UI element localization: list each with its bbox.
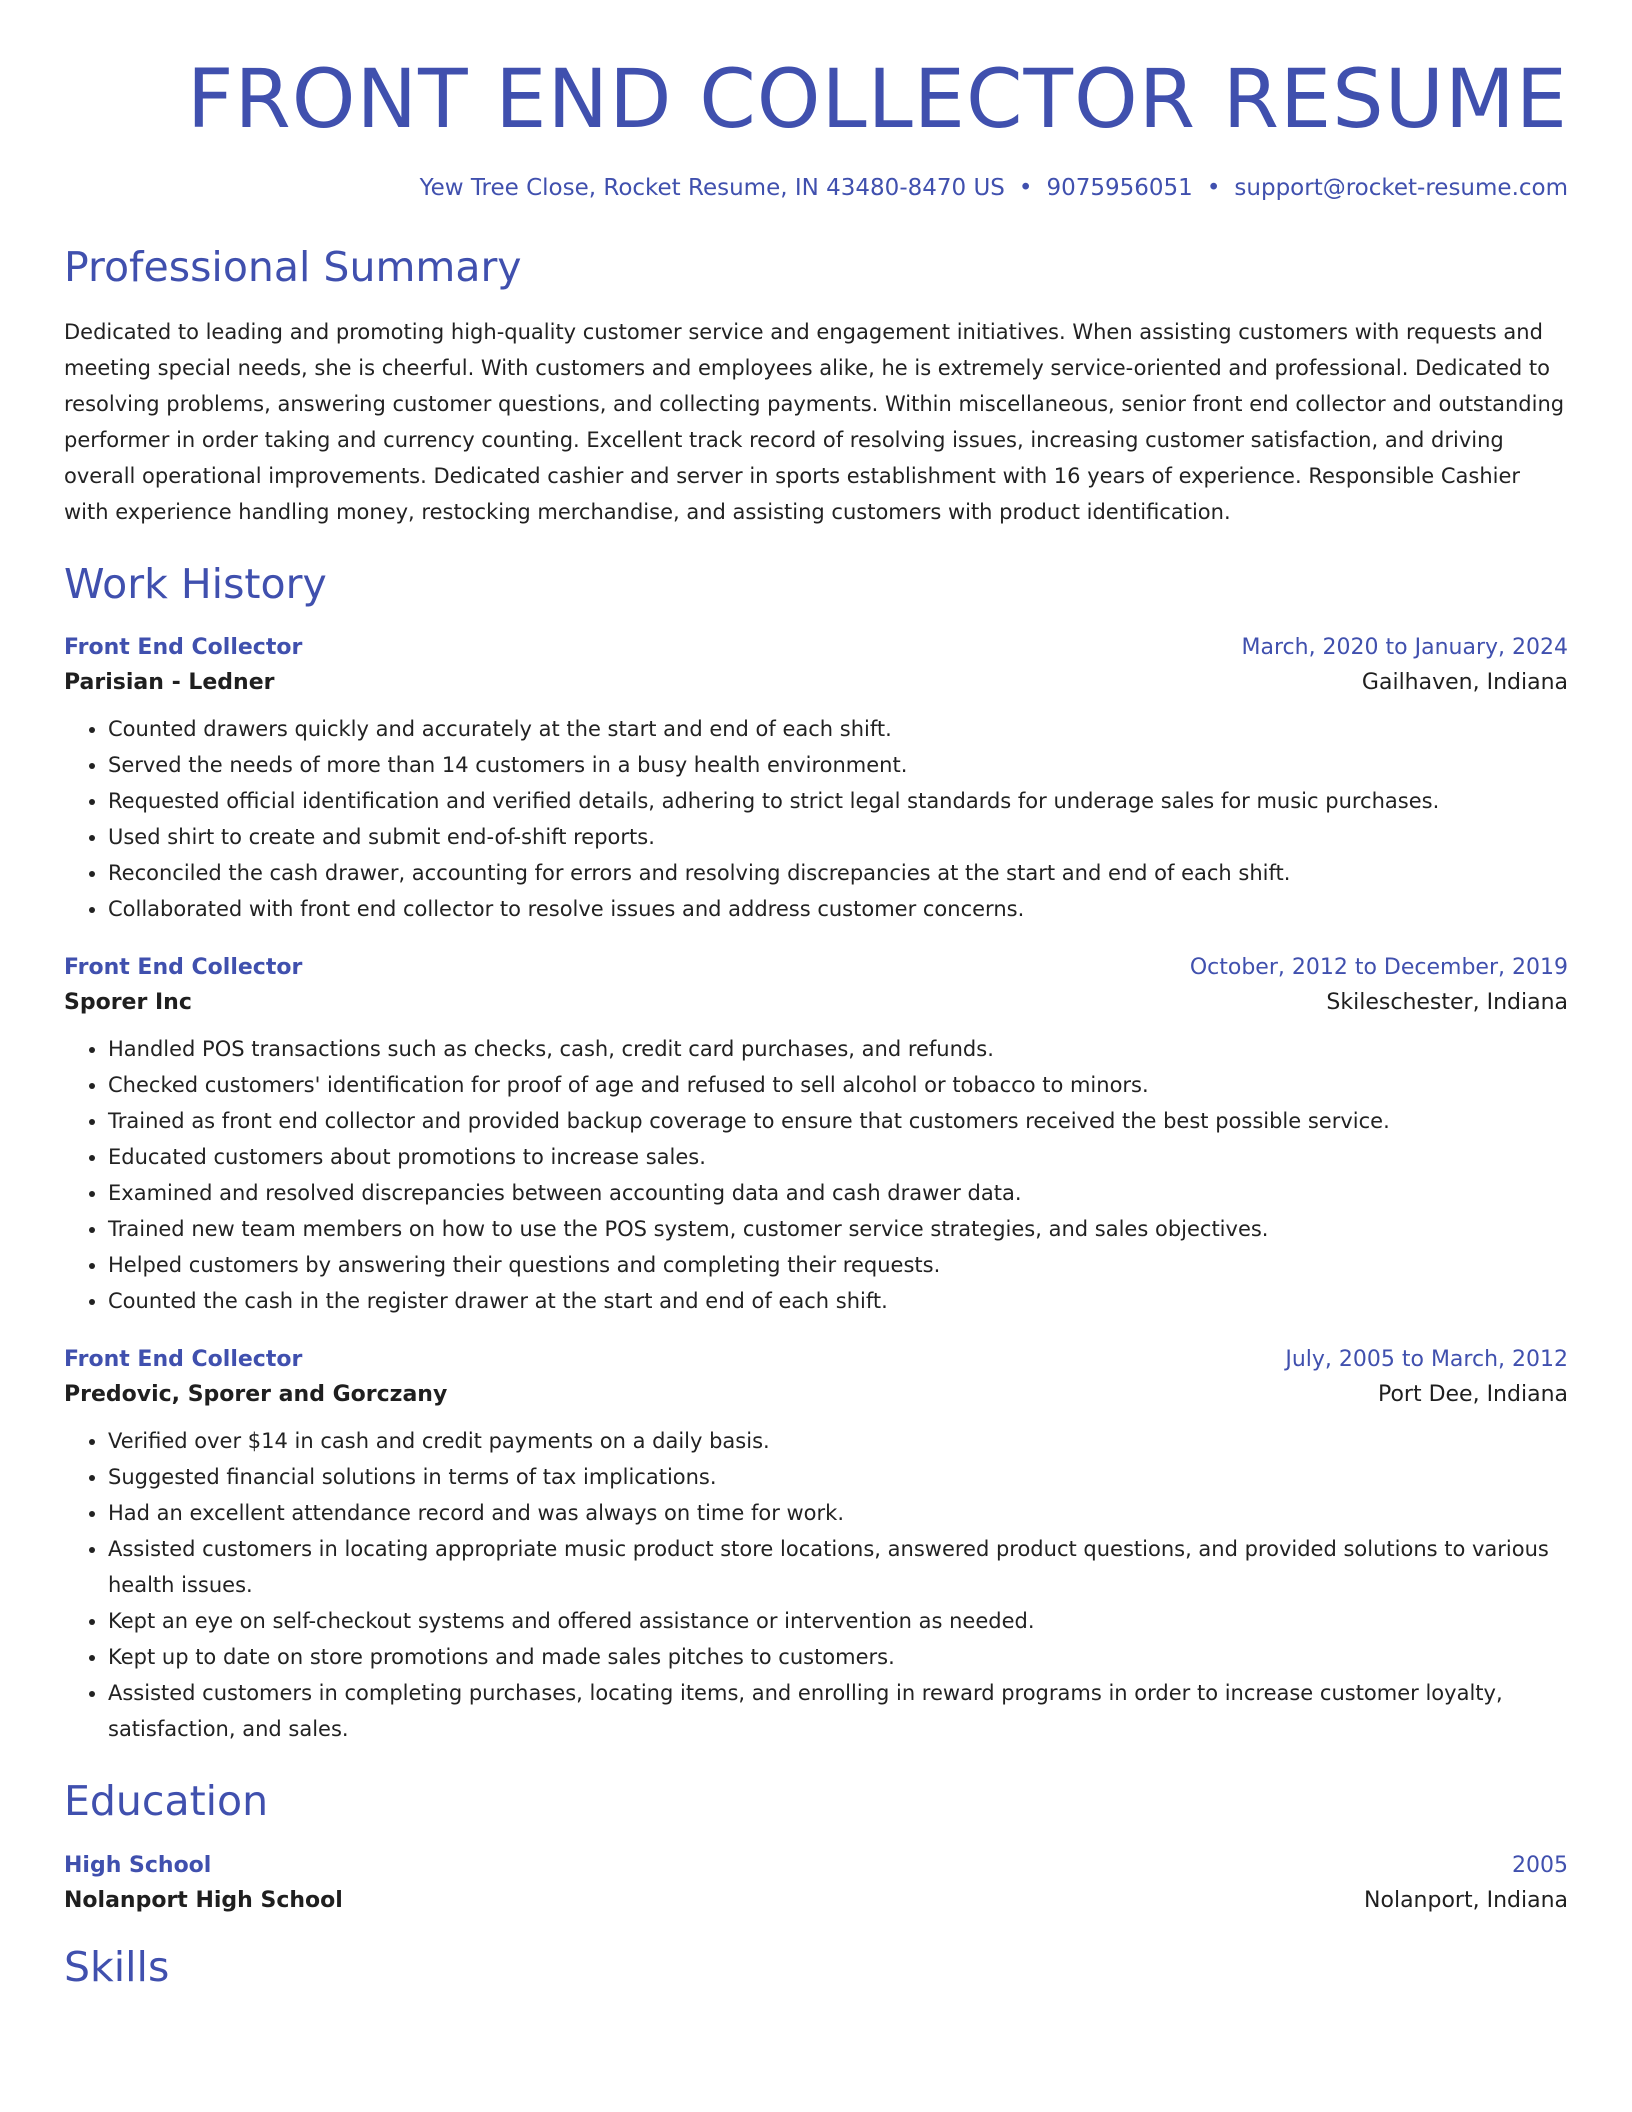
job-company: Parisian - Ledner	[64, 670, 275, 696]
job-bullet: • Helped customers by answering their questions and completing their requests.	[108, 1247, 1568, 1283]
job-location: Skileschester, Indiana	[1326, 990, 1568, 1016]
job-entry	[64, 955, 1568, 1319]
job-bullet: • Verified over $14 in cash and credit payments on a daily basis.	[108, 1423, 1568, 1459]
job-title: Front End Collector	[64, 1347, 303, 1373]
contact-email: support@rocket-resume.com	[1234, 175, 1568, 202]
resume-title: FRONT END COLLECTOR RESUME	[186, 53, 1568, 147]
job-bullet: • Trained as front end collector and provided backup coverage to ensure that customers received the best possible service.	[108, 1103, 1568, 1139]
job-title: Front End Collector	[64, 955, 303, 981]
job-dates: March, 2020 to January, 2024	[1241, 635, 1568, 661]
job-bullet: • Served the needs of more than 14 customers in a busy health environment.	[108, 747, 1568, 783]
job-bullet: • Assisted customers in locating appropriate music product store locations, answered product questions, and provided solutions to various health issues.	[108, 1531, 1568, 1603]
job-bullet: • Handled POS transactions such as checks, cash, credit card purchases, and refunds.	[108, 1031, 1568, 1067]
contact-line	[64, 175, 1568, 201]
job-title: Front End Collector	[64, 635, 303, 661]
contact-separator: •	[1018, 175, 1033, 202]
job-location: Port Dee, Indiana	[1377, 1382, 1568, 1408]
contact-address: Yew Tree Close, Rocket Resume, IN 43480-8470 US	[419, 175, 1005, 202]
job-bullets	[64, 1423, 1568, 1747]
skills-heading: Skills	[64, 1942, 170, 1991]
job-bullet: • Trained new team members on how to use the POS system, customer service strategies, and sales objectives.	[108, 1211, 1568, 1247]
job-dates: July, 2005 to March, 2012	[1285, 1347, 1568, 1373]
job-bullet: • Checked customers' identification for proof of age and refused to sell alcohol or tobacco to minors.	[108, 1067, 1568, 1103]
job-bullet: • Kept up to date on store promotions and made sales pitches to customers.	[108, 1639, 1568, 1675]
job-dates: October, 2012 to December, 2019	[1189, 955, 1568, 981]
job-bullet: • Used shirt to create and submit end-of-shift reports.	[108, 819, 1568, 855]
job-entry	[64, 1347, 1568, 1747]
job-bullet: • Examined and resolved discrepancies between accounting data and cash drawer data.	[108, 1175, 1568, 1211]
education-school: Nolanport High School	[64, 1887, 343, 1913]
job-bullet: • Counted drawers quickly and accurately at the start and end of each shift.	[108, 711, 1568, 747]
job-bullet: • Educated customers about promotions to increase sales.	[108, 1139, 1568, 1175]
job-entry	[64, 635, 1568, 927]
summary-text: Dedicated to leading and promoting high-quality customer service and engagement initiatives. When assisting customers with requests and meeting special needs, she is cheerful. With customers and employees alike, he is extremely service-oriented and professional. Dedicated to resolving problems, answering customer questions, and collecting payments. Within miscellaneous, senior front end collector and outstanding performer in order taking and currency counting. Excellent track record of resolving issues, increasing customer satisfaction, and driving overall operational improvements. Dedicated cashier and server in sports establishment with 16 years of experience. Responsible Cashier with experience handling money, restocking merchandise, and assisting customers with product identification.	[64, 320, 1565, 525]
job-bullets	[64, 1031, 1568, 1319]
education-location: Nolanport, Indiana	[1364, 1887, 1568, 1913]
job-bullet: • Reconciled the cash drawer, accounting for errors and resolving discrepancies at the start and end of each shift.	[108, 855, 1568, 891]
job-bullet: • Had an excellent attendance record and was always on time for work.	[108, 1495, 1568, 1531]
contact-phone: 9075956051	[1046, 175, 1193, 202]
job-location: Gailhaven, Indiana	[1361, 670, 1568, 696]
job-bullet: • Suggested financial solutions in terms of tax implications.	[108, 1459, 1568, 1495]
job-bullet: • Collaborated with front end collector to resolve issues and address customer concerns.	[108, 891, 1568, 927]
job-bullet: • Kept an eye on self-checkout systems and offered assistance or intervention as needed.	[108, 1603, 1568, 1639]
job-bullet: • Counted the cash in the register drawer at the start and end of each shift.	[108, 1283, 1568, 1319]
contact-separator: •	[1206, 175, 1221, 202]
job-bullet: • Requested official identification and verified details, adhering to strict legal standards for underage sales for music purchases.	[108, 783, 1568, 819]
education-year: 2005	[1512, 1852, 1568, 1878]
summary-heading: Professional Summary	[64, 243, 522, 292]
job-company: Sporer Inc	[64, 990, 192, 1016]
education-degree: High School	[64, 1852, 212, 1878]
work-history-heading: Work History	[64, 560, 327, 609]
job-company: Predovic, Sporer and Gorczany	[64, 1382, 448, 1408]
education-entry	[64, 1853, 1568, 1913]
job-bullet: • Assisted customers in completing purchases, locating items, and enrolling in reward programs in order to increase customer loyalty, satisfaction, and sales.	[108, 1675, 1568, 1747]
education-heading: Education	[64, 1777, 269, 1826]
job-bullets	[64, 711, 1568, 927]
